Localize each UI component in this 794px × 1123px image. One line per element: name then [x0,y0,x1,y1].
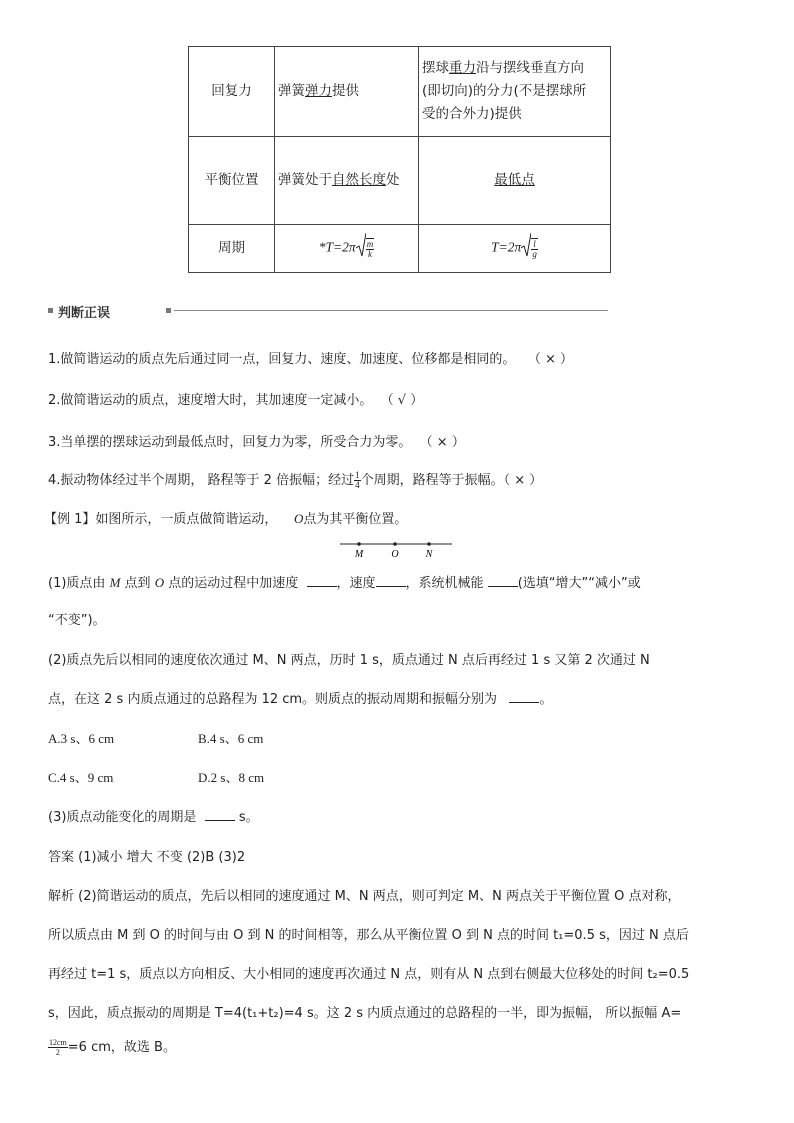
mon-diagram [340,538,456,560]
underlined-term: 弹力 [305,83,332,99]
pendulum-cell [419,47,611,137]
question-1 [48,572,641,591]
label-o: O [391,549,399,560]
pendulum-cell [419,137,611,225]
square-bullet-icon [48,308,53,313]
section-title: 判断正误 [58,306,111,321]
example-title [44,508,407,527]
formula-prefix: *T=2π [318,239,356,255]
judgment-item [48,348,573,367]
text: 点到 [124,576,151,591]
text: (3)质点动能变化的周期是 [48,810,197,825]
row-label: 平衡位置 [189,137,275,225]
question-3 [48,806,259,825]
denominator: 4 [355,480,360,490]
point-label: M [109,575,121,590]
divider [174,310,608,311]
fraction [531,238,538,259]
question-1-cont: “不变”)。 [48,613,106,628]
judgment-mark: （ × ） [503,473,543,488]
option-a[interactable]: A.3 s、6 cm [48,731,115,746]
answer-line: 答案 (1)减小 增大 不变 (2)B (3)2 [48,850,246,865]
analysis-final [48,1036,176,1057]
text: 点的运动过程中加速度 [168,576,299,591]
answer-blank[interactable] [376,574,406,587]
option-d[interactable]: D.2 s、8 cm [198,770,265,785]
judgment-text: 1.做简谐运动的质点先后通过同一点，回复力、速度、加速度、位移都是相同的。 [48,352,516,367]
text: 点，在这 2 s 内质点通过的总路程为 12 cm。则质点的振动周期和振幅分别为 [48,692,498,707]
underlined-term: 重力 [449,60,476,76]
point-m [357,542,361,546]
row-label: 周期 [189,225,275,273]
judgment-mark: （ × ） [527,352,573,367]
question-2: (2)质点先后以相同的速度依次通过 M、N 两点，历时 1 s，质点通过 N 点后再经过 1 s 又第 2 次通过 N [48,653,650,668]
numerator: m [366,239,374,249]
text: (选填“增大”“减小”或 [517,576,641,591]
option-b[interactable]: B.4 s、6 cm [198,731,264,746]
judgment-item [48,469,542,490]
text: 弹簧处于 [278,172,332,188]
sqrt-icon [356,232,366,265]
numerator: 12cm [49,1038,67,1047]
label-m: M [354,549,364,560]
judgment-text: 3.当单摆的摆球运动到最低点时，回复力为零，所受合力为零。 [48,435,412,450]
option-row [48,767,264,786]
square-bullet-icon [166,308,171,313]
numerator: 1 [355,470,360,480]
judgment-mark: （ √ ） [380,393,424,408]
text: 【例 1】如图所示，一质点做简谐运动， [44,512,278,527]
spring-period-formula [275,225,419,273]
section-header [48,302,608,320]
point-o [393,542,397,546]
text: (1)质点由 [48,576,106,591]
pendulum-period-formula [419,225,611,273]
text: 提供 [332,83,359,99]
point-label: O [293,511,304,526]
row-label: 回复力 [189,47,275,137]
answer-blank[interactable] [488,574,518,587]
text: 处 [386,172,400,188]
fraction [48,1038,68,1057]
text: ，系统机械能 [405,576,484,591]
text: (即切向)的分力(不是摆球所 [422,83,587,99]
answer-blank[interactable] [205,808,235,821]
denominator: 2 [55,1048,60,1057]
underlined-term: 自然长度 [332,172,386,188]
analysis-line: 解析 (2)简谐运动的质点，先后以相同的速度通过 M、N 两点，则可判定 M、N 两点关于平衡位置 O 点对称， [48,889,681,904]
judgment-item [48,431,465,450]
answer-blank[interactable] [509,690,539,703]
judgment-text: 个周期，路程等于振幅。 [360,473,504,488]
table-row [189,137,611,225]
text: ，速度 [336,576,376,591]
table-row [189,225,611,273]
formula-prefix: T=2π [491,239,522,255]
text: 。 [539,692,553,707]
text: s。 [238,810,259,825]
point-label: O [154,575,165,590]
text: =6 cm，故选 B。 [67,1040,176,1055]
comparison-table [188,46,611,273]
text: 摆球 [422,60,449,76]
text: 点为其平衡位置。 [303,512,408,527]
answer-blank[interactable] [307,574,337,587]
label-n: N [425,549,433,560]
judgment-item [48,389,423,408]
text: 沿与摆线垂直方向 [476,60,584,76]
text: 弹簧 [278,83,305,99]
option-c[interactable]: C.4 s、9 cm [48,770,114,785]
analysis-line: 再经过 t=1 s，质点以方向相反、大小相同的速度再次通过 N 点，则有从 N 点到右侧最大位移处的时间 t₂=0.5 [48,967,690,982]
question-2-cont [48,688,552,707]
denominator: g [532,249,537,259]
spring-cell [275,47,419,137]
text: 受的合外力)提供 [422,106,522,122]
judgment-text: 4.振动物体经过半个周期， 路程等于 2 倍振幅；经过 [48,473,355,488]
analysis-line: s，因此，质点振动的周期是 T=4(t₁+t₂)=4 s。这 2 s 内质点通过的总路程的一半，即为振幅， 所以振幅 A= [48,1006,682,1021]
denominator: k [367,249,372,259]
numerator: l [533,239,536,249]
spring-cell [275,137,419,225]
sqrt-icon [521,232,531,265]
judgment-text: 2.做简谐运动的质点，速度增大时，其加速度一定减小。 [48,393,373,408]
judgment-mark: （ × ） [419,435,465,450]
table-row [189,47,611,137]
underlined-term: 最低点 [494,172,535,188]
point-n [427,542,431,546]
option-row [48,728,263,747]
analysis-line: 所以质点由 M 到 O 的时间与由 O 到 N 的时间相等，那么从平衡位置 O 到 N 点的时间 t₁=0.5 s，因过 N 点后 [48,928,689,943]
fraction [366,238,375,259]
